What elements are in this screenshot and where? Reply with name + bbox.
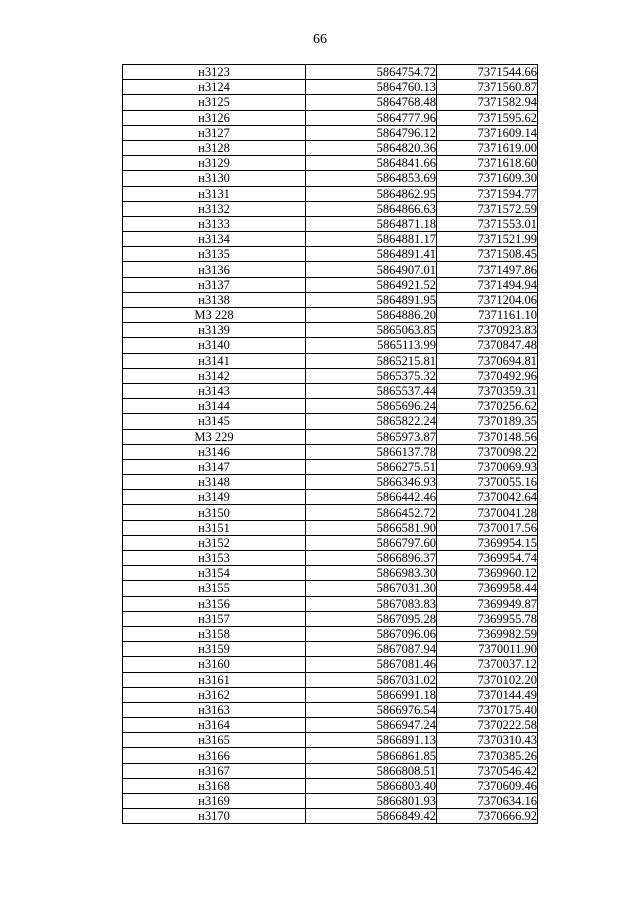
table-row	[123, 581, 538, 596]
point-name-cell: н3134	[123, 232, 306, 247]
y-coordinate-cell: 7370492.96	[437, 368, 538, 383]
point-name-cell: н3149	[123, 490, 306, 505]
y-coordinate-cell: 7371204.06	[437, 292, 538, 307]
x-coordinate-cell: 5865215.81	[306, 353, 437, 368]
x-coordinate-cell: 5866849.42	[306, 809, 437, 824]
x-coordinate-cell: 5864853.69	[306, 171, 437, 186]
y-coordinate-cell: 7370069.93	[437, 459, 538, 474]
x-coordinate-cell: 5864866.63	[306, 201, 437, 216]
x-coordinate-cell: 5865113.99	[306, 338, 437, 353]
y-coordinate-cell: 7370041.28	[437, 505, 538, 520]
x-coordinate-cell: 5867031.02	[306, 672, 437, 687]
table-row	[123, 687, 538, 702]
table-row	[123, 65, 538, 80]
x-coordinate-cell: 5866808.51	[306, 763, 437, 778]
y-coordinate-cell: 7371508.45	[437, 247, 538, 262]
point-name-cell: н3148	[123, 475, 306, 490]
table-row	[123, 505, 538, 520]
point-name-cell: н3142	[123, 368, 306, 383]
y-coordinate-cell: 7370847.48	[437, 338, 538, 353]
y-coordinate-cell: 7370310.43	[437, 733, 538, 748]
x-coordinate-cell: 5866581.90	[306, 520, 437, 535]
table-row	[123, 566, 538, 581]
point-name-cell: н3150	[123, 505, 306, 520]
y-coordinate-cell: 7370256.62	[437, 399, 538, 414]
table-row	[123, 748, 538, 763]
point-name-cell: н3138	[123, 292, 306, 307]
point-name-cell: н3155	[123, 581, 306, 596]
table-row	[123, 247, 538, 262]
point-name-cell: н3166	[123, 748, 306, 763]
x-coordinate-cell: 5865696.24	[306, 399, 437, 414]
table-row	[123, 338, 538, 353]
y-coordinate-cell: 7370037.12	[437, 657, 538, 672]
point-name-cell: н3156	[123, 596, 306, 611]
point-name-cell: н3131	[123, 186, 306, 201]
x-coordinate-cell: 5866983.30	[306, 566, 437, 581]
x-coordinate-cell: 5864760.13	[306, 80, 437, 95]
x-coordinate-cell: 5866346.93	[306, 475, 437, 490]
table-row	[123, 216, 538, 231]
table-row	[123, 596, 538, 611]
x-coordinate-cell: 5865822.24	[306, 414, 437, 429]
y-coordinate-cell: 7370634.16	[437, 794, 538, 809]
y-coordinate-cell: 7370175.40	[437, 702, 538, 717]
point-name-cell: н3170	[123, 809, 306, 824]
y-coordinate-cell: 7371609.30	[437, 171, 538, 186]
point-name-cell: МЗ 229	[123, 429, 306, 444]
table-row	[123, 383, 538, 398]
y-coordinate-cell: 7371544.66	[437, 65, 538, 80]
y-coordinate-cell: 7370923.83	[437, 323, 538, 338]
point-name-cell: н3147	[123, 459, 306, 474]
x-coordinate-cell: 5865537.44	[306, 383, 437, 398]
point-name-cell: н3129	[123, 156, 306, 171]
y-coordinate-cell: 7371609.14	[437, 125, 538, 140]
table-row	[123, 778, 538, 793]
table-row	[123, 718, 538, 733]
x-coordinate-cell: 5864886.20	[306, 308, 437, 323]
table-row	[123, 626, 538, 641]
point-name-cell: н3133	[123, 216, 306, 231]
x-coordinate-cell: 5866137.78	[306, 444, 437, 459]
point-name-cell: н3139	[123, 323, 306, 338]
x-coordinate-cell: 5866991.18	[306, 687, 437, 702]
y-coordinate-cell: 7371595.62	[437, 110, 538, 125]
point-name-cell: н3160	[123, 657, 306, 672]
y-coordinate-cell: 7370042.64	[437, 490, 538, 505]
point-name-cell: н3136	[123, 262, 306, 277]
x-coordinate-cell: 5864796.12	[306, 125, 437, 140]
x-coordinate-cell: 5864777.96	[306, 110, 437, 125]
point-name-cell: н3127	[123, 125, 306, 140]
table-row	[123, 399, 538, 414]
table-row	[123, 414, 538, 429]
x-coordinate-cell: 5867096.06	[306, 626, 437, 641]
point-name-cell: н3163	[123, 702, 306, 717]
y-coordinate-cell: 7370546.42	[437, 763, 538, 778]
point-name-cell: н3140	[123, 338, 306, 353]
table-row	[123, 794, 538, 809]
y-coordinate-cell: 7370144.49	[437, 687, 538, 702]
table-row	[123, 702, 538, 717]
x-coordinate-cell: 5864891.95	[306, 292, 437, 307]
x-coordinate-cell: 5864891.41	[306, 247, 437, 262]
x-coordinate-cell: 5864754.72	[306, 65, 437, 80]
point-name-cell: н3130	[123, 171, 306, 186]
x-coordinate-cell: 5866275.51	[306, 459, 437, 474]
page-number: 66	[313, 32, 327, 47]
point-name-cell: н3161	[123, 672, 306, 687]
x-coordinate-cell: 5866452.72	[306, 505, 437, 520]
point-name-cell: н3124	[123, 80, 306, 95]
point-name-cell: н3164	[123, 718, 306, 733]
point-name-cell: н3159	[123, 642, 306, 657]
point-name-cell: МЗ 228	[123, 308, 306, 323]
table-row	[123, 672, 538, 687]
point-name-cell: н3151	[123, 520, 306, 535]
coordinates-table	[122, 64, 538, 824]
y-coordinate-cell: 7369949.87	[437, 596, 538, 611]
coordinates-table-body	[123, 65, 538, 824]
point-name-cell: н3158	[123, 626, 306, 641]
x-coordinate-cell: 5864820.36	[306, 140, 437, 155]
y-coordinate-cell: 7370694.81	[437, 353, 538, 368]
x-coordinate-cell: 5866803.40	[306, 778, 437, 793]
table-row	[123, 368, 538, 383]
table-row	[123, 277, 538, 292]
point-name-cell: н3167	[123, 763, 306, 778]
y-coordinate-cell: 7369958.44	[437, 581, 538, 596]
y-coordinate-cell: 7370055.16	[437, 475, 538, 490]
point-name-cell: н3128	[123, 140, 306, 155]
x-coordinate-cell: 5864768.48	[306, 95, 437, 110]
table-row	[123, 551, 538, 566]
x-coordinate-cell: 5866801.93	[306, 794, 437, 809]
point-name-cell: н3157	[123, 611, 306, 626]
point-name-cell: н3168	[123, 778, 306, 793]
point-name-cell: н3143	[123, 383, 306, 398]
table-row	[123, 444, 538, 459]
y-coordinate-cell: 7371594.77	[437, 186, 538, 201]
point-name-cell: н3145	[123, 414, 306, 429]
table-row	[123, 353, 538, 368]
table-row	[123, 110, 538, 125]
x-coordinate-cell: 5866797.60	[306, 535, 437, 550]
table-row	[123, 308, 538, 323]
y-coordinate-cell: 7370385.26	[437, 748, 538, 763]
x-coordinate-cell: 5866861.85	[306, 748, 437, 763]
point-name-cell: н3135	[123, 247, 306, 262]
x-coordinate-cell: 5864921.52	[306, 277, 437, 292]
table-row	[123, 80, 538, 95]
x-coordinate-cell: 5864841.66	[306, 156, 437, 171]
table-row	[123, 733, 538, 748]
y-coordinate-cell: 7370102.20	[437, 672, 538, 687]
x-coordinate-cell: 5865973.87	[306, 429, 437, 444]
y-coordinate-cell: 7371572.59	[437, 201, 538, 216]
table-row	[123, 459, 538, 474]
point-name-cell: н3132	[123, 201, 306, 216]
y-coordinate-cell: 7369954.74	[437, 551, 538, 566]
table-row	[123, 125, 538, 140]
y-coordinate-cell: 7370017.56	[437, 520, 538, 535]
table-row	[123, 323, 538, 338]
y-coordinate-cell: 7369960.12	[437, 566, 538, 581]
table-row	[123, 475, 538, 490]
y-coordinate-cell: 7371582.94	[437, 95, 538, 110]
y-coordinate-cell: 7371553.01	[437, 216, 538, 231]
table-row	[123, 292, 538, 307]
y-coordinate-cell: 7371618.60	[437, 156, 538, 171]
point-name-cell: н3152	[123, 535, 306, 550]
y-coordinate-cell: 7370666.92	[437, 809, 538, 824]
y-coordinate-cell: 7371497.86	[437, 262, 538, 277]
x-coordinate-cell: 5866891.13	[306, 733, 437, 748]
x-coordinate-cell: 5866896.37	[306, 551, 437, 566]
table-row	[123, 520, 538, 535]
table-row	[123, 763, 538, 778]
point-name-cell: н3137	[123, 277, 306, 292]
x-coordinate-cell: 5865063.85	[306, 323, 437, 338]
table-row	[123, 186, 538, 201]
point-name-cell: н3165	[123, 733, 306, 748]
table-row	[123, 262, 538, 277]
y-coordinate-cell: 7369955.78	[437, 611, 538, 626]
y-coordinate-cell: 7370609.46	[437, 778, 538, 793]
point-name-cell: н3144	[123, 399, 306, 414]
x-coordinate-cell: 5864907.01	[306, 262, 437, 277]
point-name-cell: н3154	[123, 566, 306, 581]
y-coordinate-cell: 7371560.87	[437, 80, 538, 95]
y-coordinate-cell: 7370148.56	[437, 429, 538, 444]
table-row	[123, 171, 538, 186]
x-coordinate-cell: 5864871.18	[306, 216, 437, 231]
x-coordinate-cell: 5864881.17	[306, 232, 437, 247]
table-row	[123, 95, 538, 110]
point-name-cell: н3126	[123, 110, 306, 125]
y-coordinate-cell: 7371619.00	[437, 140, 538, 155]
x-coordinate-cell: 5864862.95	[306, 186, 437, 201]
x-coordinate-cell: 5867095.28	[306, 611, 437, 626]
table-row	[123, 429, 538, 444]
point-name-cell: н3146	[123, 444, 306, 459]
x-coordinate-cell: 5866947.24	[306, 718, 437, 733]
y-coordinate-cell: 7371494.94	[437, 277, 538, 292]
x-coordinate-cell: 5866442.46	[306, 490, 437, 505]
y-coordinate-cell: 7370011.90	[437, 642, 538, 657]
point-name-cell: н3153	[123, 551, 306, 566]
point-name-cell: н3123	[123, 65, 306, 80]
x-coordinate-cell: 5867087.94	[306, 642, 437, 657]
x-coordinate-cell: 5867083.83	[306, 596, 437, 611]
table-row	[123, 535, 538, 550]
table-row	[123, 657, 538, 672]
point-name-cell: н3169	[123, 794, 306, 809]
table-row	[123, 611, 538, 626]
table-row	[123, 201, 538, 216]
x-coordinate-cell: 5865375.32	[306, 368, 437, 383]
point-name-cell: н3141	[123, 353, 306, 368]
y-coordinate-cell: 7370222.58	[437, 718, 538, 733]
y-coordinate-cell: 7370189.35	[437, 414, 538, 429]
point-name-cell: н3162	[123, 687, 306, 702]
table-row	[123, 140, 538, 155]
table-row	[123, 232, 538, 247]
y-coordinate-cell: 7369982.59	[437, 626, 538, 641]
y-coordinate-cell: 7371521.99	[437, 232, 538, 247]
point-name-cell: н3125	[123, 95, 306, 110]
table-row	[123, 490, 538, 505]
y-coordinate-cell: 7370098.22	[437, 444, 538, 459]
table-row	[123, 642, 538, 657]
x-coordinate-cell: 5866976.54	[306, 702, 437, 717]
table-row	[123, 809, 538, 824]
y-coordinate-cell: 7369954.15	[437, 535, 538, 550]
x-coordinate-cell: 5867081.46	[306, 657, 437, 672]
y-coordinate-cell: 7370359.31	[437, 383, 538, 398]
x-coordinate-cell: 5867031.30	[306, 581, 437, 596]
table-row	[123, 156, 538, 171]
y-coordinate-cell: 7371161.10	[437, 308, 538, 323]
